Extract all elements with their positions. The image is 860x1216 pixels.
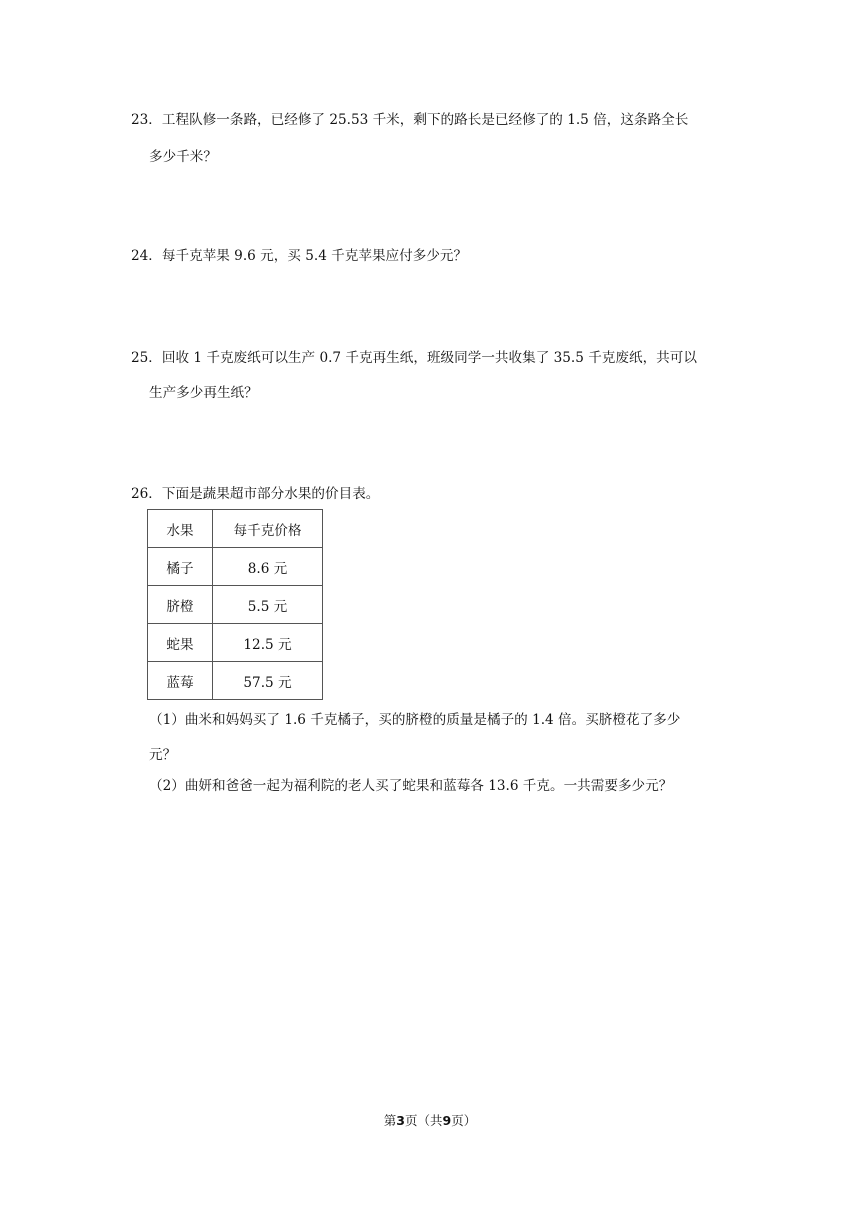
footer-page-number: 3 — [396, 1113, 405, 1128]
footer-prefix: 第 — [383, 1113, 397, 1128]
table-cell-fruit: 脐橙 — [148, 586, 213, 624]
table-header-price: 每千克价格 — [213, 510, 323, 548]
question-23-line-2: 多少千米？ — [149, 149, 217, 165]
table-cell-price: 5.5 元 — [213, 586, 323, 624]
table-cell-fruit: 蓝莓 — [148, 662, 213, 700]
table-cell-price: 8.6 元 — [213, 548, 323, 586]
table-header-fruit: 水果 — [148, 510, 213, 548]
table-cell-fruit: 橘子 — [148, 548, 213, 586]
table-row — [148, 548, 323, 586]
page-footer — [0, 1112, 860, 1130]
question-25-line-2: 生产多少再生纸？ — [149, 385, 258, 401]
table-cell-price: 12.5 元 — [213, 624, 323, 662]
table-row — [148, 586, 323, 624]
question-26-intro: 26．下面是蔬果超市部分水果的价目表。 — [131, 486, 380, 502]
question-26-sub-2: （2）曲妍和爸爸一起为福利院的老人买了蛇果和蓝莓各 13.6 千克。一共需要多少元？ — [149, 778, 673, 794]
footer-total-pages: 9 — [442, 1113, 452, 1128]
fruit-price-table — [147, 509, 323, 700]
table-header-row — [148, 510, 323, 548]
question-26-sub-1-line-1: （1）曲米和妈妈买了 1.6 千克橘子，买的脐橙的质量是橘子的 1.4 倍。买脐橙花了多少 — [149, 712, 681, 728]
table-cell-fruit: 蛇果 — [148, 624, 213, 662]
question-26-sub-1-line-2: 元？ — [149, 747, 177, 763]
question-23-line-1: 23．工程队修一条路，已经修了 25.53 千米，剩下的路长是已经修了的 1.5 倍，这条路全长 — [131, 112, 689, 128]
question-25-line-1: 25．回收 1 千克废纸可以生产 0.7 千克再生纸，班级同学一共收集了 35.5 千克废纸，共可以 — [131, 350, 697, 366]
table-row — [148, 662, 323, 700]
footer-middle: 页（共 — [404, 1113, 443, 1128]
table-cell-price: 57.5 元 — [213, 662, 323, 700]
question-24-line-1: 24．每千克苹果 9.6 元，买 5.4 千克苹果应付多少元？ — [131, 248, 468, 264]
footer-suffix: 页） — [451, 1113, 477, 1128]
table-row — [148, 624, 323, 662]
